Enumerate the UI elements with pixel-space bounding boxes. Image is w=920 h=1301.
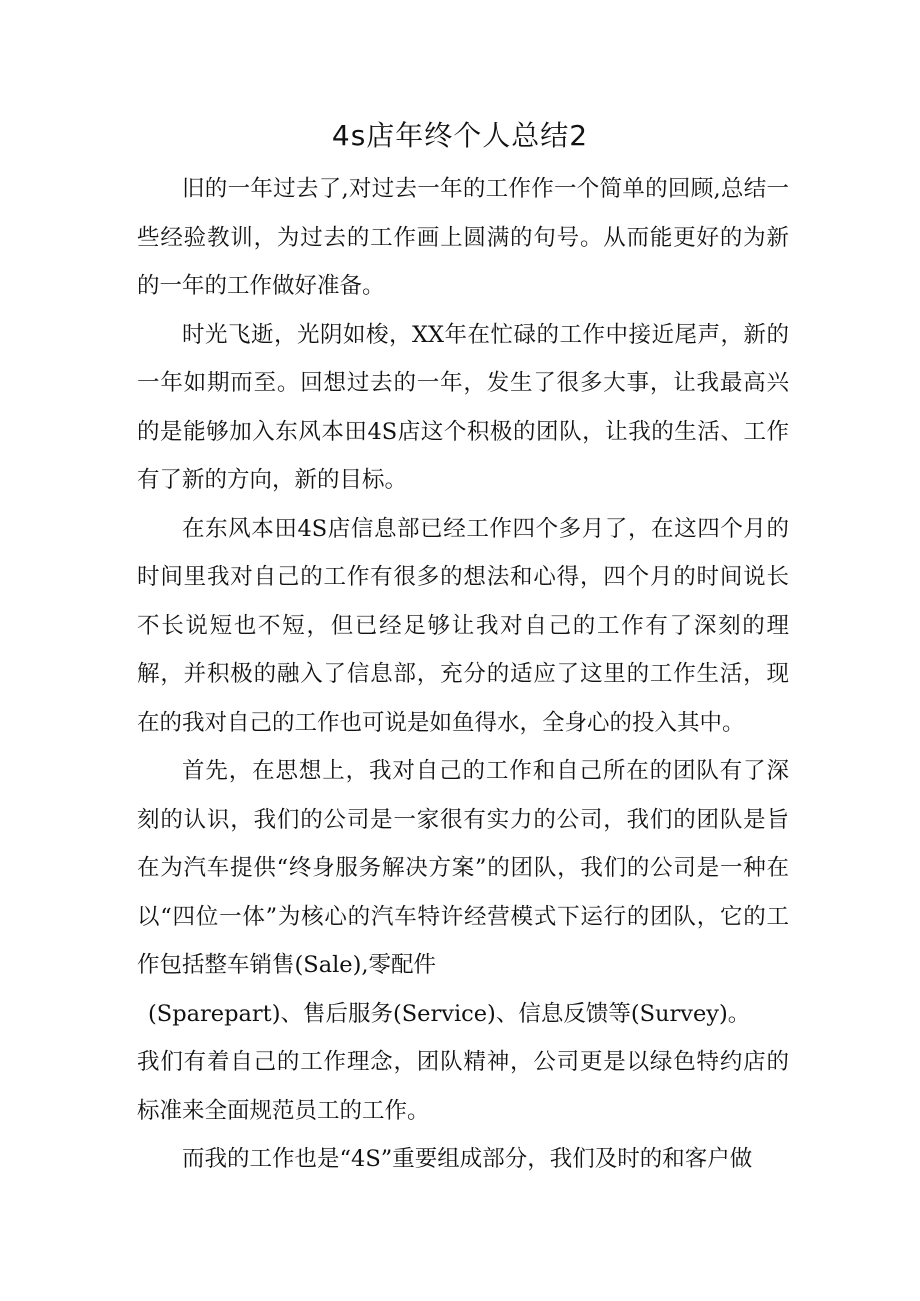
paragraph-2: 时光飞逝，光阴如梭，XX年在忙碌的工作中接近尾声，新的一年如期而至。回想过去的一年，发生了很多大事，让我最高兴的是能够加入东风本田4S店这个积极的团队，让我的生活、工作有了新的方向，新的目标。 <box>137 321 789 493</box>
paragraph-6: 而我的工作也是“4S”重要组成部分，我们及时的和客户做 <box>182 1146 753 1172</box>
paragraph-3: 在东风本田4S店信息部已经工作四个多月了，在这四个月的时间里我对自己的工作有很多的想法和心得，四个月的时间说长不长说短也不短，但已经足够让我对自己的工作有了深刻的理解，并积极的融入了信息部，充分的适应了这里的工作生活，现在的我对自己的工作也可说是如鱼得水，全身心的投入其中。 <box>137 515 789 736</box>
document-body <box>137 165 789 1184</box>
document-title: 4s店年终个人总结2 <box>331 119 589 152</box>
paragraph-4-continuation: (Sparepart)、售后服务(Service)、信息反馈等(Survey)。 <box>148 1000 751 1027</box>
paragraph-5: 我们有着自己的工作理念，团队精神，公司更是以绿色特约店的标准来全面规范员工的工作。 <box>137 1049 789 1124</box>
paragraph-1: 旧的一年过去了,对过去一年的工作作一个简单的回顾,总结一些经验教训，为过去的工作画上圆满的句号。从而能更好的为新的一年的工作做好准备。 <box>137 176 789 299</box>
paragraph-4: 首先，在思想上，我对自己的工作和自己所在的团队有了深刻的认识，我们的公司是一家很有实力的公司，我们的团队是旨在为汽车提供“终身服务解决方案”的团队，我们的公司是一种在以“四位一体”为核心的汽车特许经营模式下运行的团队，它的工作包括整车销售(Sale),零配件 <box>137 758 789 978</box>
